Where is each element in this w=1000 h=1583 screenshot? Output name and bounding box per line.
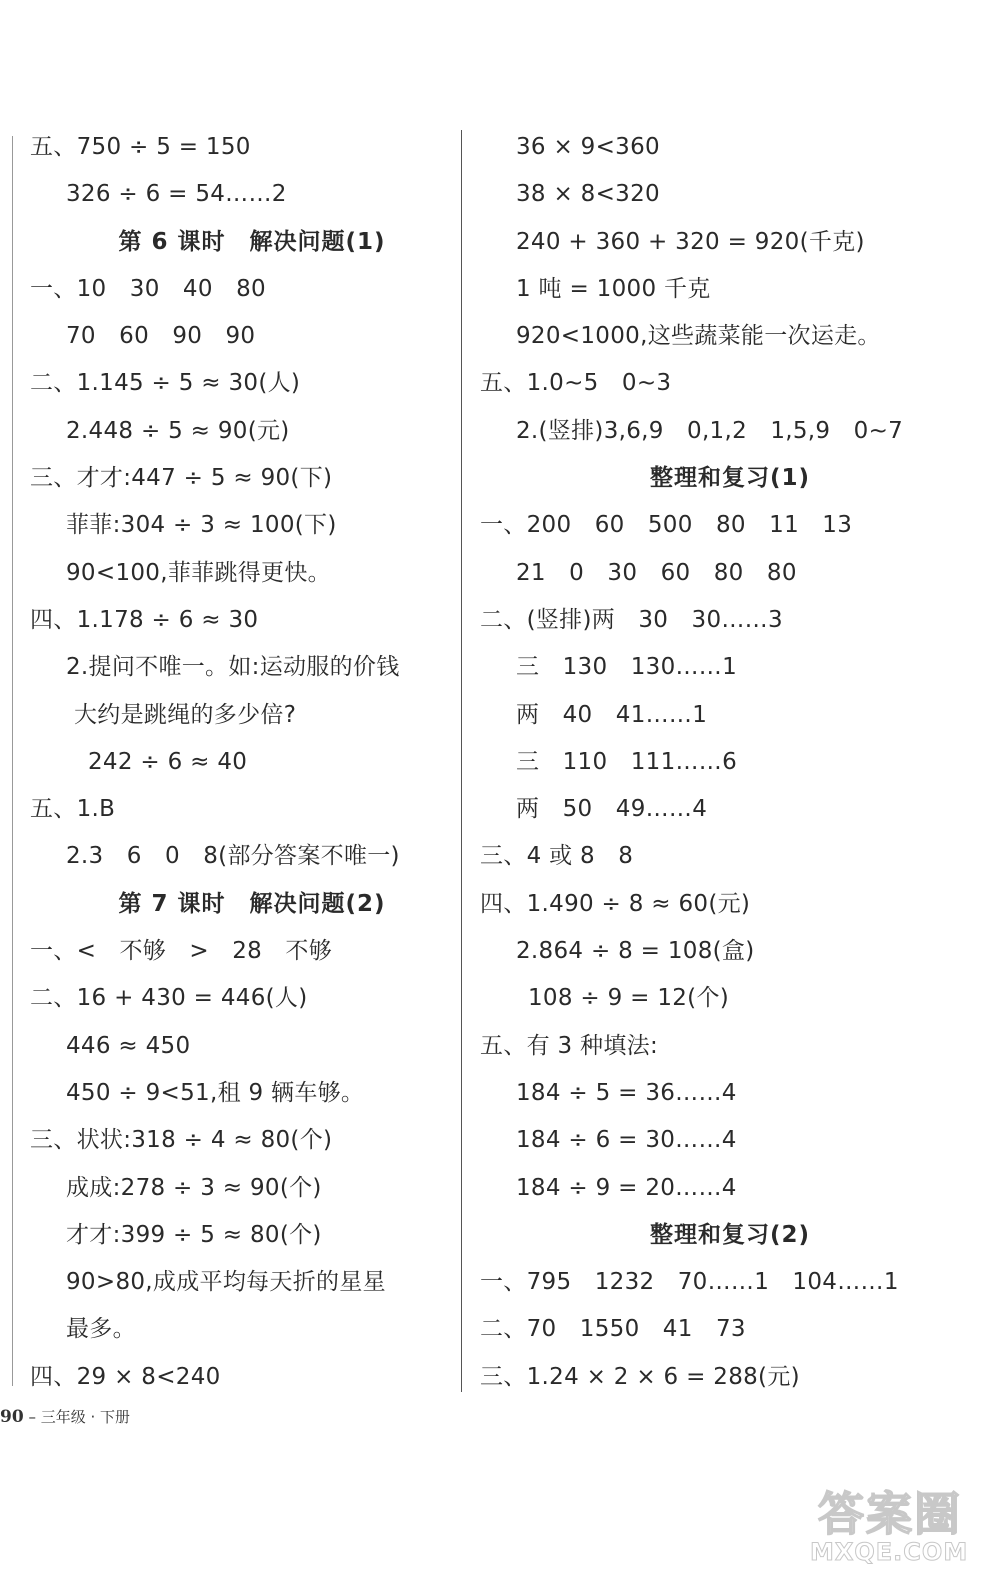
- answer-line: 446 ≈ 450: [66, 1032, 191, 1059]
- footer-separator: –: [28, 1408, 36, 1426]
- answer-line: 21 0 30 60 80 80: [516, 559, 797, 586]
- answer-line: 920<1000,这些蔬菜能一次运走。: [516, 323, 881, 350]
- answer-line: 五、750 ÷ 5 = 150: [30, 134, 251, 160]
- answer-line: 三 110 111……6: [516, 748, 738, 775]
- watermark-logo: 答案圈: [818, 1487, 962, 1541]
- answer-line: 2.864 ÷ 8 = 108(盒): [516, 938, 755, 965]
- answer-line: 三、4 或 8 8: [480, 843, 634, 870]
- answer-line: 二、1.145 ÷ 5 ≈ 30(人): [30, 370, 301, 397]
- section-heading: 第 6 课时 解决问题(1): [118, 228, 386, 255]
- answer-line: 184 ÷ 9 = 20……4: [516, 1174, 737, 1201]
- answer-line: 大约是跳绳的多少倍?: [74, 701, 297, 728]
- right-answer-column: [480, 124, 980, 1401]
- answer-line: 90<100,菲菲跳得更快。: [66, 559, 331, 586]
- grade-label: 三年级 · 下册: [40, 1408, 131, 1426]
- answer-line: 菲菲:304 ÷ 3 ≈ 100(下): [66, 512, 337, 539]
- answer-line: 两 50 49……4: [516, 796, 708, 823]
- answer-line: 326 ÷ 6 = 54……2: [66, 181, 287, 208]
- answer-line: 242 ÷ 6 ≈ 40: [88, 748, 248, 775]
- answer-line: 三 130 130……1: [516, 654, 738, 681]
- answer-line: 五、1.0~5 0~3: [480, 370, 672, 397]
- section-heading: 整理和复习(2): [649, 1221, 811, 1248]
- answer-line: 1 吨 = 1000 千克: [516, 275, 711, 302]
- left-answer-column: [30, 124, 450, 1401]
- section-heading: 第 7 课时 解决问题(2): [118, 890, 386, 917]
- page-number: 90: [0, 1407, 24, 1427]
- answer-line: 2.提问不唯一。如:运动服的价钱: [66, 654, 400, 681]
- column-divider: [461, 130, 462, 1392]
- answer-line: 36 × 9<360: [516, 134, 660, 160]
- section-heading: 整理和复习(1): [649, 465, 811, 492]
- answer-line: 四、1.178 ÷ 6 ≈ 30: [30, 606, 259, 633]
- answer-line: 184 ÷ 6 = 30……4: [516, 1127, 737, 1154]
- answer-line: 三、状状:318 ÷ 4 ≈ 80(个): [30, 1127, 333, 1154]
- answer-line: 三、1.24 × 2 × 6 = 288(元): [480, 1363, 800, 1390]
- answer-line: 二、70 1550 41 73: [480, 1316, 746, 1343]
- answer-line: 一、795 1232 70……1 104……1: [480, 1269, 899, 1296]
- page-footer: [0, 1402, 130, 1432]
- watermark-url: MXQE.COM: [810, 1538, 969, 1566]
- answer-line: 90>80,成成平均每天折的星星: [66, 1269, 386, 1296]
- watermark: [810, 1478, 980, 1574]
- answer-line: 四、1.490 ÷ 8 ≈ 60(元): [480, 890, 751, 917]
- answer-line: 五、有 3 种填法:: [480, 1032, 659, 1059]
- answer-line: 四、29 × 8<240: [30, 1363, 221, 1390]
- answer-line: 两 40 41……1: [516, 701, 708, 728]
- answer-line: 五、1.B: [30, 796, 116, 823]
- answer-line: 70 60 90 90: [66, 323, 256, 350]
- answer-line: 一、10 30 40 80: [30, 275, 266, 302]
- answer-line: 二、(竖排)两 30 30……3: [480, 606, 783, 633]
- answer-line: 才才:399 ÷ 5 ≈ 80(个): [66, 1221, 322, 1248]
- answer-line: 三、才才:447 ÷ 5 ≈ 90(下): [30, 465, 333, 492]
- answer-line: 38 × 8<320: [516, 181, 660, 208]
- answer-line: 最多。: [66, 1316, 136, 1343]
- answer-line: 一、< 不够 > 28 不够: [30, 938, 333, 965]
- answer-line: 108 ÷ 9 = 12(个): [528, 985, 730, 1012]
- answer-line: 2.3 6 0 8(部分答案不唯一): [66, 843, 400, 870]
- answer-line: 二、16 + 430 = 446(人): [30, 985, 308, 1012]
- left-margin-rule: [12, 136, 13, 1386]
- answer-line: 一、200 60 500 80 11 13: [480, 512, 853, 539]
- answer-line: 成成:278 ÷ 3 ≈ 90(个): [66, 1174, 322, 1201]
- answer-line: 2.448 ÷ 5 ≈ 90(元): [66, 417, 290, 444]
- answer-line: 184 ÷ 5 = 36……4: [516, 1079, 737, 1106]
- answer-line: 2.(竖排)3,6,9 0,1,2 1,5,9 0~7: [516, 417, 904, 444]
- answer-line: 450 ÷ 9<51,租 9 辆车够。: [66, 1079, 365, 1106]
- answer-line: 240 + 360 + 320 = 920(千克): [516, 228, 865, 255]
